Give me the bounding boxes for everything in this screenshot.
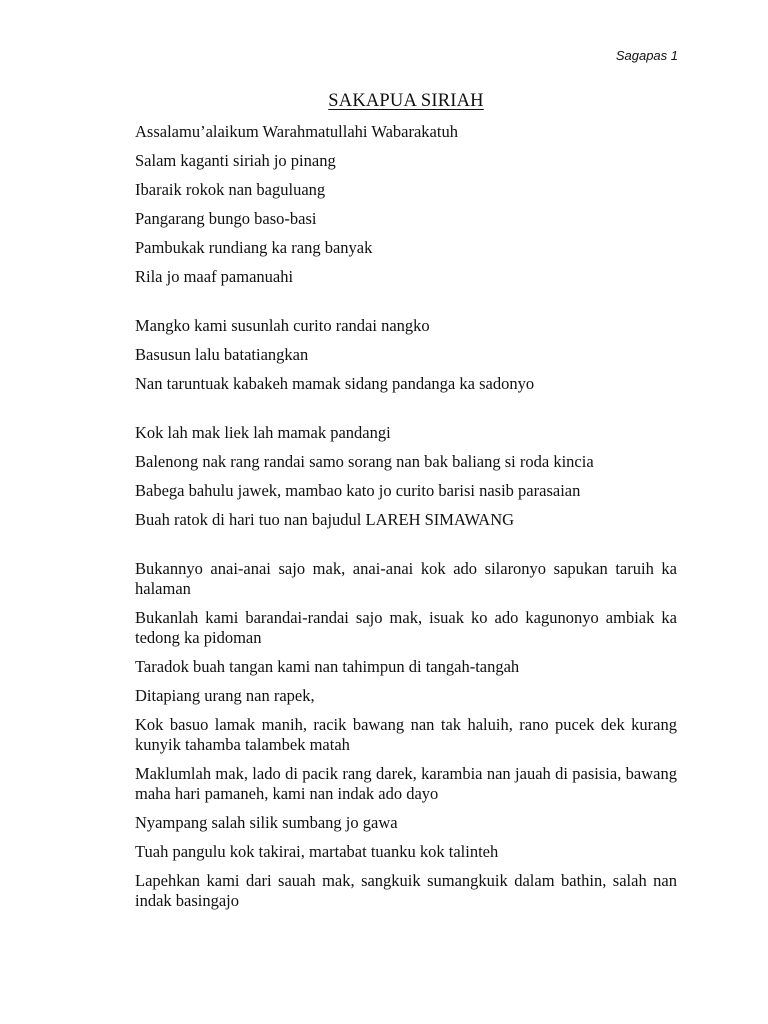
text-line: Maklumlah mak, lado di pacik rang darek, karambia nan jauah di pasisia, bawang maha hari pamaneh, kami nan indak ado dayo bbox=[135, 764, 677, 803]
text-line: Basusun lalu batatiangkan bbox=[135, 345, 309, 364]
text-line: Rila jo maaf pamanuahi bbox=[135, 267, 294, 286]
stanza-2 bbox=[135, 316, 677, 394]
stanza-3 bbox=[135, 423, 677, 530]
text-line: Buah ratok di hari tuo nan bajudul LAREH SIMAWANG bbox=[135, 510, 515, 529]
text-line: Bukannyo anai-anai sajo mak, anai-anai kok ado silaronyo sapukan taruih ka halaman bbox=[135, 559, 677, 598]
text-line: Tuah pangulu kok takirai, martabat tuanku kok talinteh bbox=[135, 842, 499, 861]
page-header-label: Sagapas 1 bbox=[615, 48, 678, 63]
text-line: Babega bahulu jawek, mambao kato jo curito barisi nasib parasaian bbox=[135, 481, 581, 500]
text-line: Ditapiang urang nan rapek, bbox=[135, 686, 315, 705]
text-line: Mangko kami susunlah curito randai nangko bbox=[135, 316, 430, 335]
text-line: Salam kaganti siriah jo pinang bbox=[135, 151, 336, 170]
text-line: Lapehkan kami dari sauah mak, sangkuik sumangkuik dalam bathin, salah nan indak basingajo bbox=[135, 871, 677, 910]
text-line: Kok basuo lamak manih, racik bawang nan tak haluih, rano pucek dek kurang kunyik tahamba talambek matah bbox=[135, 715, 677, 754]
document-body bbox=[135, 122, 677, 920]
text-line: Ibaraik rokok nan baguluang bbox=[135, 180, 326, 199]
text-line: Assalamu’alaikum Warahmatullahi Wabarakatuh bbox=[135, 122, 458, 141]
text-line: Balenong nak rang randai samo sorang nan bak baliang si roda kincia bbox=[135, 452, 594, 471]
document-title: SAKAPUA SIRIAH bbox=[328, 91, 484, 111]
text-line: Pangarang bungo baso-basi bbox=[135, 209, 317, 228]
text-line: Nyampang salah silik sumbang jo gawa bbox=[135, 813, 398, 832]
stanza-4 bbox=[135, 559, 677, 911]
text-line: Taradok buah tangan kami nan tahimpun di tangah-tangah bbox=[135, 657, 520, 676]
stanza-1 bbox=[135, 122, 677, 287]
text-line: Nan taruntuak kabakeh mamak sidang pandanga ka sadonyo bbox=[135, 374, 535, 393]
text-line: Pambukak rundiang ka rang banyak bbox=[135, 238, 373, 257]
text-line: Kok lah mak liek lah mamak pandangi bbox=[135, 423, 391, 442]
text-line: Bukanlah kami barandai-randai sajo mak, isuak ko ado kagunonyo ambiak ka tedong ka pidoman bbox=[135, 608, 677, 647]
